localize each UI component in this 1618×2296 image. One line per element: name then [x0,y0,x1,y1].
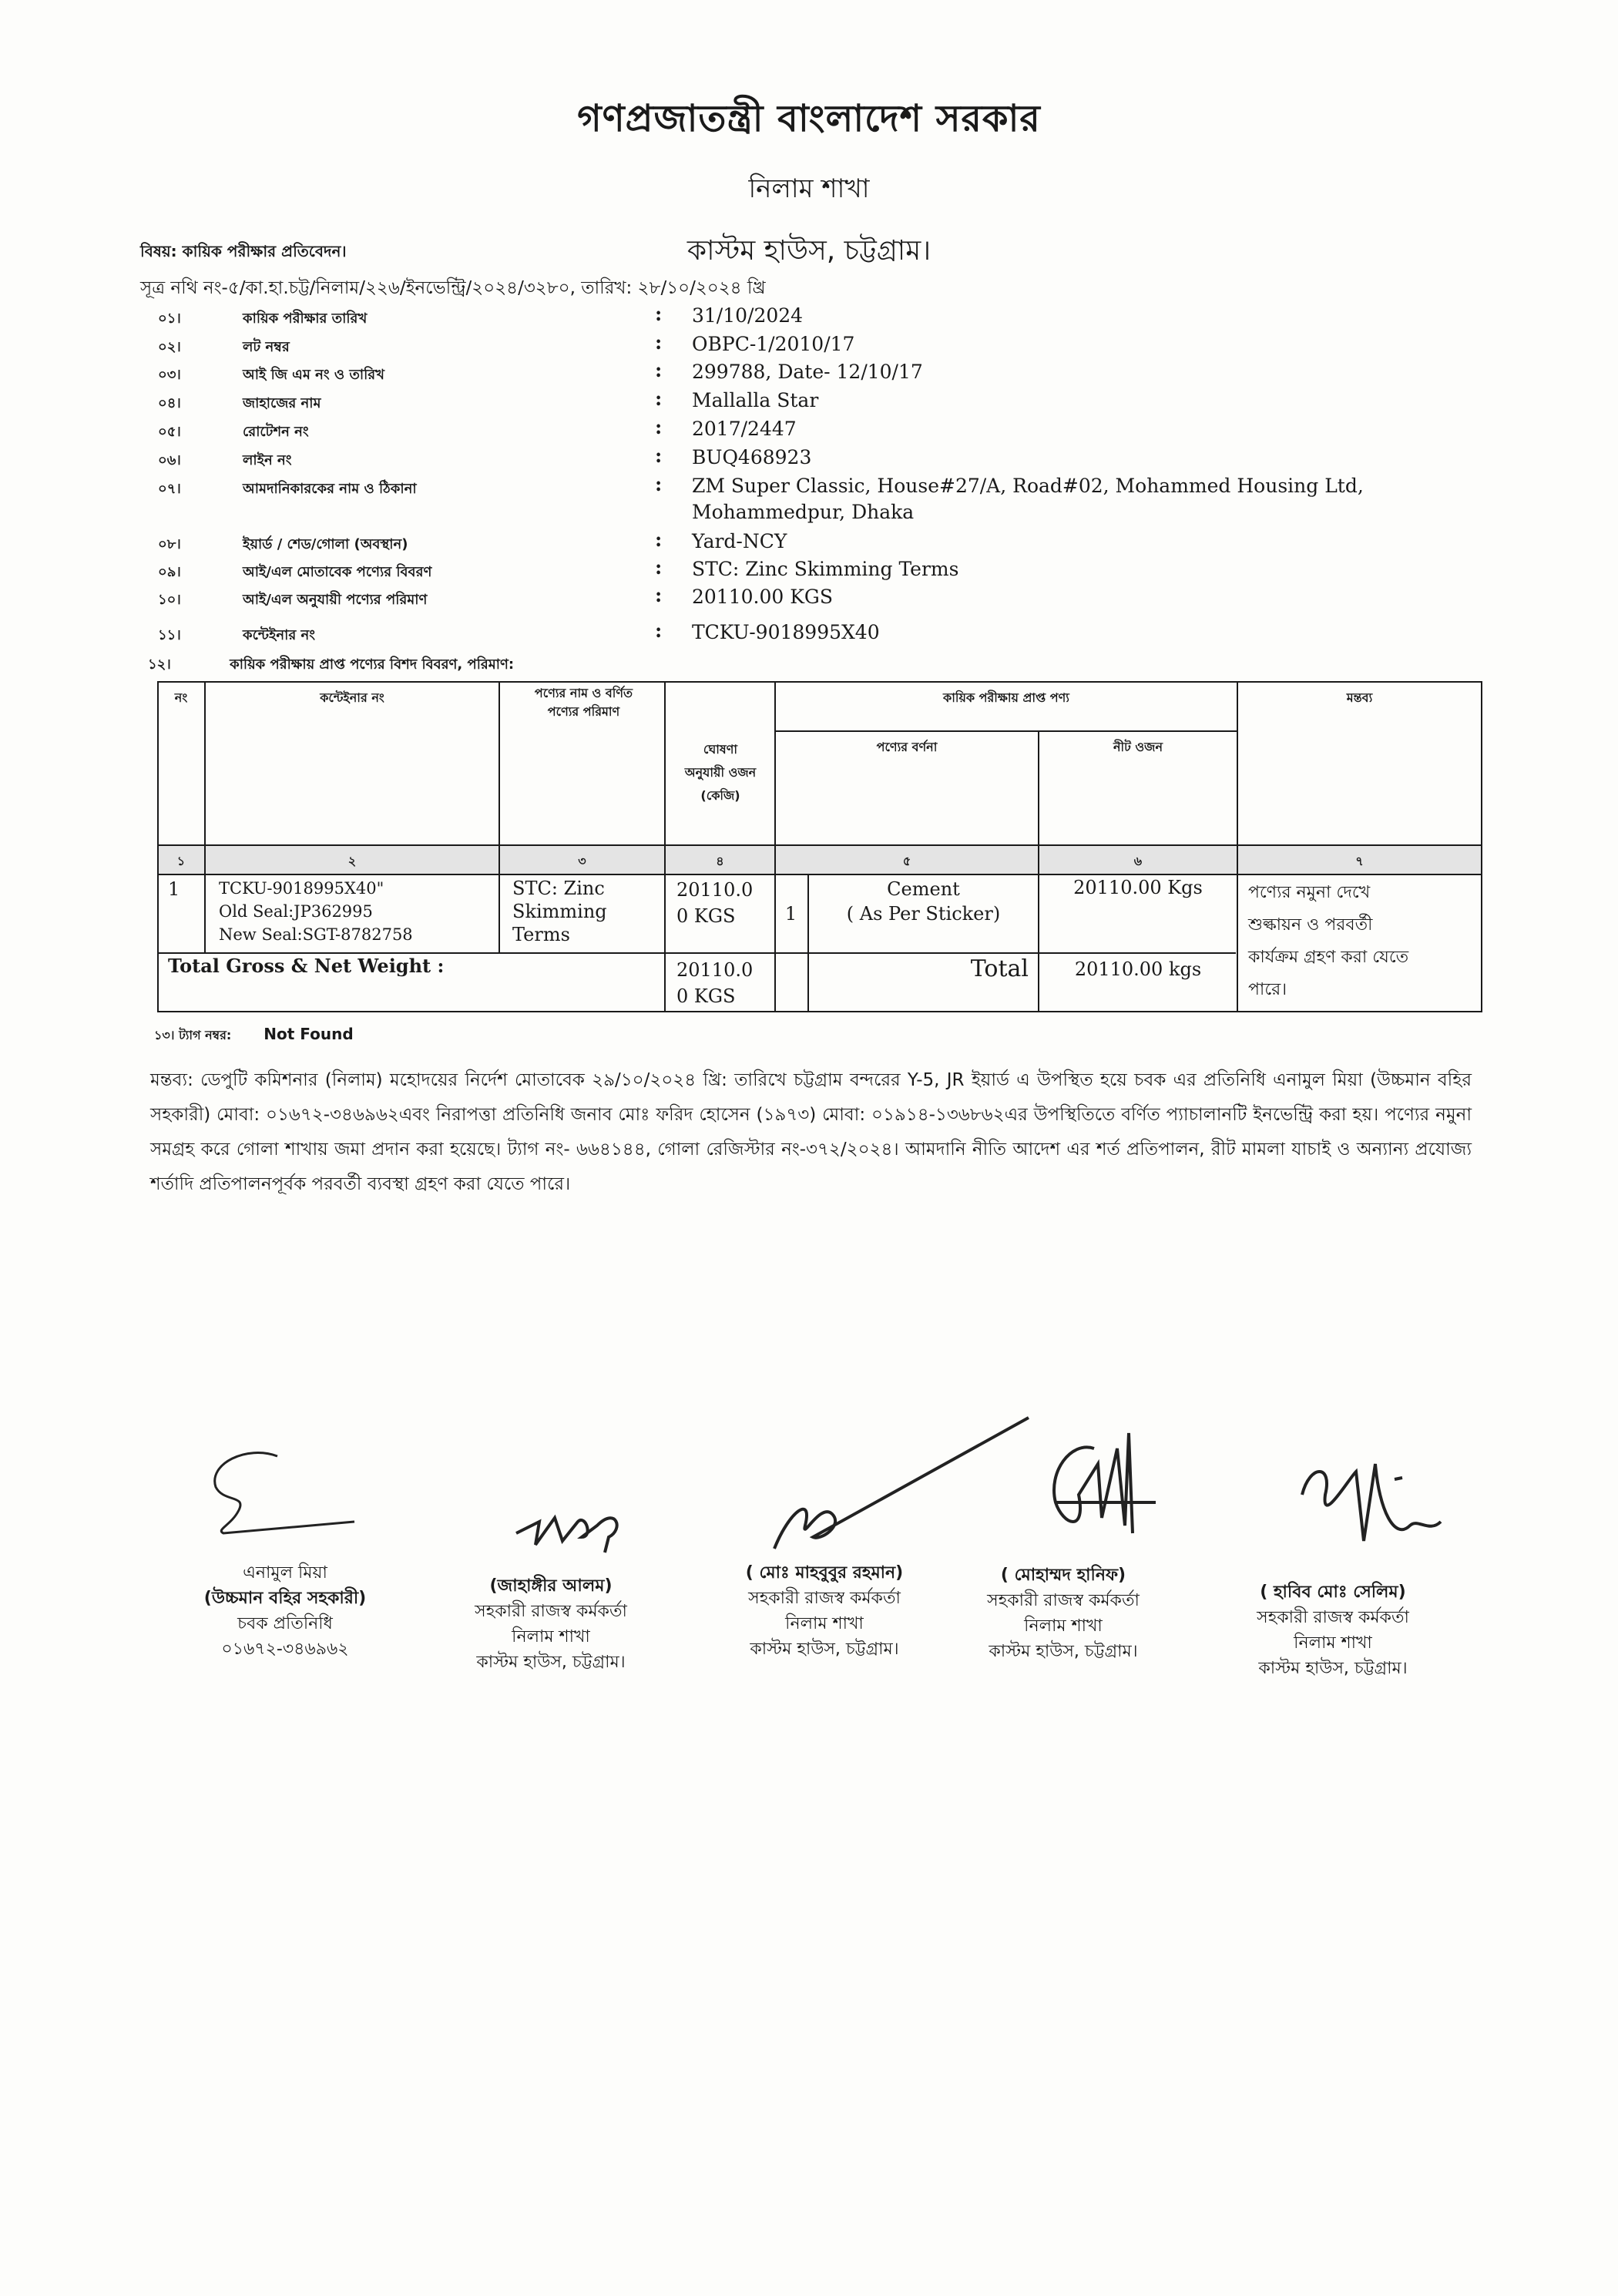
weight-line: 0 KGS [676,985,736,1007]
field-number: ০২। [158,339,181,355]
section-title: নিলাম শাখা [748,173,870,204]
row-sl: 1 [168,878,180,900]
field-colon: : [655,529,663,551]
remarks-line: শুল্কায়ন ও পরবর্তী [1248,915,1373,935]
field-colon: : [655,473,663,495]
weight-line: 20110.0 [676,879,754,901]
weight-line: 20110.0 [676,959,754,981]
tag-line [154,1025,354,1046]
total-weight [676,957,773,1009]
signatory-name: এনামুল মিয়া [243,1563,327,1583]
signatory-1 [158,1560,412,1662]
old-seal: Old Seal:JP362995 [219,902,373,921]
remarks-paragraph: মন্তব্য: ডেপুটি কমিশনার (নিলাম) মহোদয়ের নির্দেশ মোতাবেক ২৯/১০/২০২৪ খ্রি: তারিখে চট্টগ্রাম বন্দরের Y-5, JR ইয়ার্ড এ উপস্থিত হয়ে চবক এর প্রতিনিধি এনামুল মিয়া (উচ্চমান বহির সহকারী) মোবা: ০১৬৭২-৩৪৬৯৬২এবং নিরাপত্তা প্রতিনিধি জনাব মোঃ ফরিদ হোসেন (১৯৭৩) মোবা: ০১৯১৪-১৩৬৮৬২এর উপস্থিতিতে বর্ণিত প্যাচালানটি ইনভেন্ট্রি করা হয়। পণ্যের নমুনা সমগ্রহ করে গোলা শাখায় জমা প্রদান করা হয়েছে। ট্যাগ নং- ৬৬৪১৪৪, গোলা রেজিস্টার নং-৩৭২/২০২৪। আমদানি নীতি আদেশ এর শর্ত প্রতিপালন, রীট মামলা যাচাই ও অন্যান্য প্রযোজ্য শর্তাদি প্রতিপালনপূর্বক পরবর্তী ব্যবস্থা গ্রহণ করা যেতে পারে। [150,1070,1472,1194]
row-description [809,877,1038,926]
field-colon: : [655,619,663,642]
signatory-designation: সহকারী রাজস্ব কর্মকর্তা [987,1591,1140,1610]
field-number: ০৫। [158,424,181,440]
signatory-name: ( হাবিব মোঃ সেলিম) [1260,1583,1406,1602]
description-line: Cement [887,878,960,900]
field-number: ১১। [158,627,181,643]
declared-line: Skimming [512,901,607,922]
row-remarks [1248,877,1479,1006]
field-value: Yard-NCY [692,530,787,552]
total-text: Total [970,955,1029,982]
signatory-2 [420,1573,682,1675]
table-caption-text: কায়িক পরীক্ষায় প্রাপ্ত পণ্যের বিশদ বিবরণ, পরিমাণ: [230,656,515,673]
header-found-group: কায়িক পরীক্ষায় প্রাপ্ত পণ্য [943,690,1069,705]
field-label: লাইন নং [243,452,292,468]
remarks-line: পণ্যের নমুনা দেখে [1248,883,1371,902]
field-number: ০১। [158,310,181,327]
field-value: Mallalla Star [692,389,819,411]
header-bottom-line [157,844,1482,846]
remarks-line: পারে। [1248,980,1287,999]
field-colon: : [655,331,663,354]
col-divider [774,681,776,1012]
row-declared [512,877,659,946]
row-container [219,877,496,946]
field-number: ০৩। [158,367,181,383]
new-seal: New Seal:SGT-8782758 [219,925,413,944]
field-label: আই/এল মোতাবেক পণ্যের বিবরণ [243,564,432,580]
col-number: ৬ [1133,854,1143,868]
signatory-section: নিলাম শাখা [1024,1616,1103,1636]
header-declared: পণ্যের নাম ও বর্ণিত পণ্যের পরিমাণ [534,686,633,719]
header-description: পণ্যের বর্ণনা [876,740,938,754]
weight-line: 0 KGS [676,905,736,927]
signatory-office: কাস্টম হাউস, চট্টগ্রাম। [989,1642,1138,1661]
field-label: রোটেশন নং [243,424,309,440]
signatory-role: চবক প্রতিনিধি [237,1614,333,1633]
field-colon: : [655,584,663,606]
field-label: জাহাজের নাম [243,395,321,411]
group-header-divider [774,730,1238,732]
col-number: ১ [176,854,186,868]
tag-value: Not Found [264,1025,354,1043]
signatory-designation: সহকারী রাজস্ব কর্মকর্তা [748,1589,901,1608]
signatory-name: ( মোহাম্মদ হানিফ) [1000,1566,1126,1585]
field-label: কায়িক পরীক্ষার তারিখ [243,310,368,327]
field-value: TCKU-9018995X40 [692,621,880,643]
field-colon: : [655,445,663,467]
field-colon: : [655,416,663,438]
field-number: ০৯। [158,564,181,580]
header-manifest-weight: ঘোষণা অনুযায়ী ওজন (কেজি) [684,742,757,803]
field-value: 2017/2447 [692,418,797,440]
row-manifest-weight [676,877,773,929]
field-colon: : [655,556,663,579]
col-divider [664,681,666,1012]
field-value: 20110.00 KGS [692,586,834,608]
declared-line: STC: Zinc [512,878,605,899]
field-label: কন্টেইনার নং [243,627,315,643]
field-colon: : [655,303,663,325]
table-border-right [1481,681,1482,1012]
government-title: গণপ্রজাতন্ত্রী বাংলাদেশ সরকার [577,97,1041,140]
field-number: ০৭। [158,481,181,497]
field-value: 31/10/2024 [692,304,804,327]
row-net-weight: 20110.00 Kgs [1073,877,1203,898]
signatory-designation: সহকারী রাজস্ব কর্মকর্তা [475,1602,627,1621]
field-number: ০৪। [158,395,181,411]
field-value: BUQ468923 [692,446,812,468]
field-number: ১০। [158,592,181,608]
signatory-section: নিলাম শাখা [785,1614,864,1633]
signatory-designation: (উচ্চমান বহির সহকারী) [203,1589,367,1608]
field-value: STC: Zinc Skimming Terms [692,558,959,580]
field-label: আমদানিকারকের নাম ও ঠিকানা [243,481,417,497]
field-label: আই জি এম নং ও তারিখ [243,367,384,383]
row-bottom-line [157,952,1236,954]
field-label: লট নম্বর [243,339,290,355]
header-remarks: মন্তব্য [1346,690,1373,705]
declared-line: Terms [512,924,570,945]
reference-line: সূত্র নথি নং-৫/কা.হা.চট্ট/নিলাম/২২৬/ইনভেন্ট্রি/২০২৪/৩২৮০, তারিখ: ২৮/১০/২০২৪ খ্রি [140,278,766,298]
signature-2-image [509,1491,639,1560]
signatory-name: ( মোঃ মাহবুবুর রহমান) [745,1563,904,1583]
field-colon: : [655,388,663,410]
remarks-line: কার্যক্রম গ্রহণ করা যেতে [1248,948,1409,967]
field-label: আই/এল অনুযায়ী পণ্যের পরিমাণ [243,592,428,608]
header-container: কন্টেইনার নং [320,690,384,705]
container-number: TCKU-9018995X40" [219,879,384,898]
col-number: ৪ [716,854,724,868]
field-colon: : [655,359,663,381]
field-value: 299788, Date- 12/10/17 [692,361,923,383]
signature-3-image [759,1410,1036,1564]
signatory-designation: সহকারী রাজস্ব কর্মকর্তা [1257,1608,1409,1627]
signatory-name: (জাহাঙ্গীর আলম) [489,1576,613,1596]
signatory-5 [1202,1579,1464,1681]
col-divider [1237,681,1238,1012]
col-number: ৫ [902,854,911,868]
signatory-3 [693,1560,955,1662]
field-label: ইয়ার্ড / শেড/গোলা (অবস্থান) [243,536,408,552]
column-number-bottom-line [157,874,1482,875]
tag-label: ১৩। ট্যাগ নম্বর: [154,1028,232,1042]
office-title: কাস্টম হাউস, চট্টগ্রাম। [686,235,932,267]
col-divider [204,681,206,954]
subject-line: বিষয়: কায়িক পরীক্ষার প্রতিবেদন। [140,242,347,260]
signatory-4 [932,1563,1194,1664]
signature-4-image [1025,1418,1163,1564]
field-number: ০৬। [158,452,181,468]
signatory-office: কাস্টম হাউস, চট্টগ্রাম। [1258,1659,1408,1678]
table-caption [148,653,514,677]
signatory-office: কাস্টম হাউস, চট্টগ্রাম। [476,1653,626,1672]
field-number: ০৮। [158,536,181,552]
col-number: ৩ [578,854,586,868]
header-sl: নং [174,690,188,705]
row-item-number: 1 [784,903,797,925]
field-value: ZM Super Classic, House#27/A, Road#02, Mohammed Housing Ltd, Mohammedpur, Dhaka [692,475,1364,523]
signatory-section: নিলাম শাখা [1294,1633,1372,1653]
total-label: Total Gross & Net Weight : [168,955,445,977]
table-caption-number: ১২। [148,656,171,673]
description-line: ( As Per Sticker) [846,903,1001,925]
table-border-bottom [157,1011,1482,1012]
col-number: ৭ [1355,854,1364,868]
signatory-office: কাস্টম হাউস, চট্টগ্রাম। [750,1640,899,1659]
signatory-phone: ০১৬৭২-৩৪৬৯৬২ [221,1640,349,1659]
total-net-weight: 20110.00 kgs [1074,958,1202,980]
signature-5-image [1279,1448,1448,1579]
table-border-top [157,681,1482,683]
signatory-section: নিলাম শাখা [512,1627,590,1646]
signature-1-image [193,1441,370,1549]
field-value: OBPC-1/2010/17 [692,333,855,355]
header-net-weight: নীট ওজন [1113,740,1163,754]
table-border-left [157,681,159,1012]
col-number: ২ [347,854,357,868]
col-divider [498,681,500,954]
